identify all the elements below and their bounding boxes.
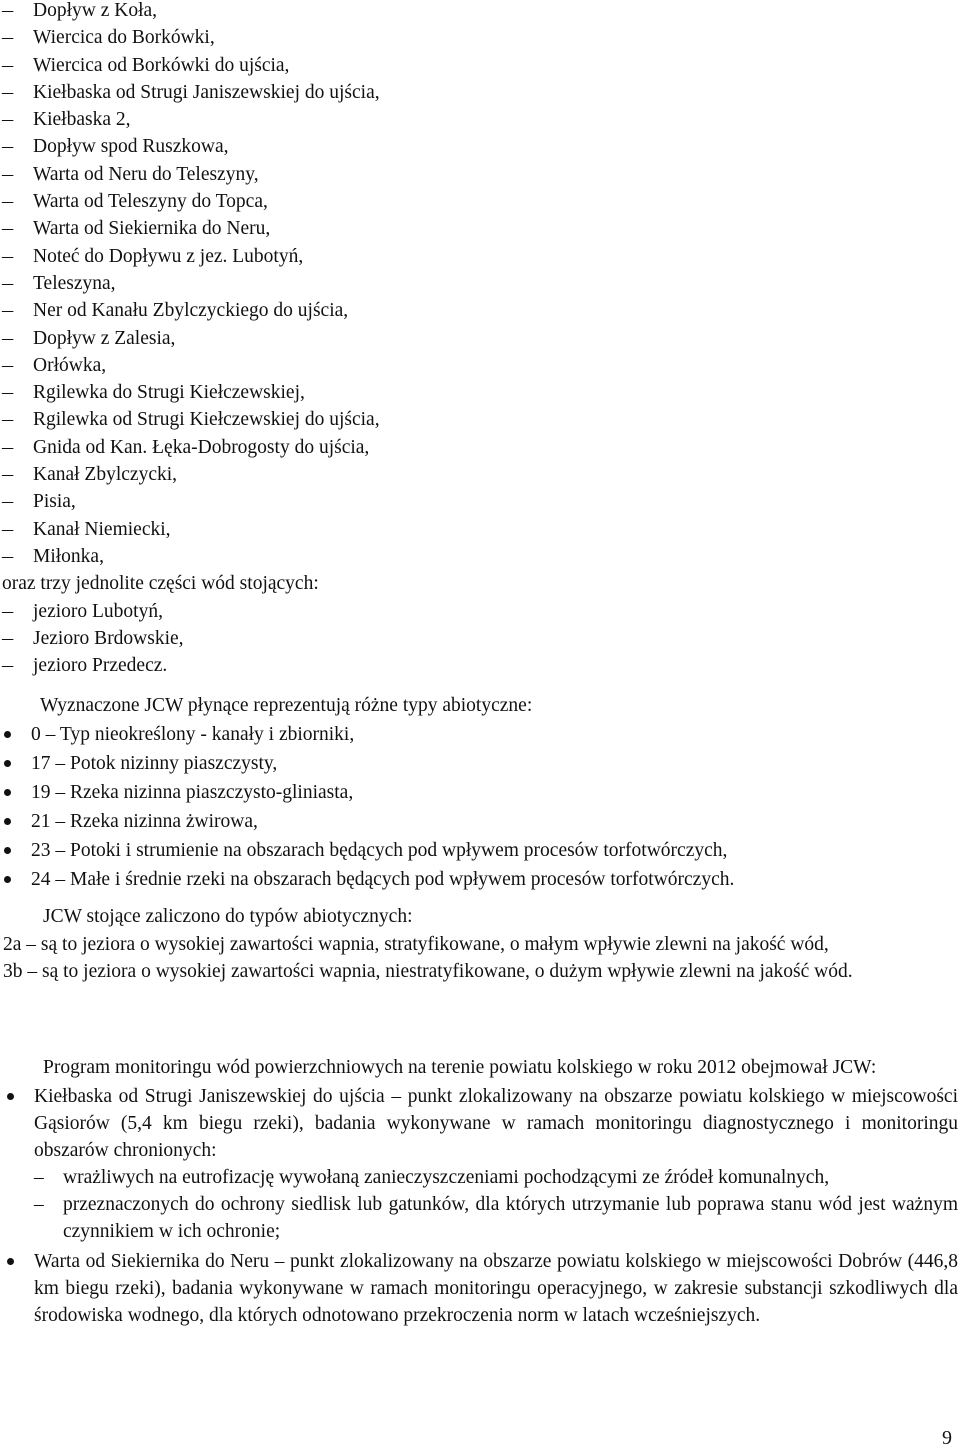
monitoring-item-warta: Warta od Siekiernika do Neru – punkt zlokalizowany na obszarze powiatu kolskiego w miejscowości Dobrów (446,8 km biegu rzeki), badania wykonywane w ramach monitoringu operacyjnego, w zakresie substancji szkodliwych dla środowiska wodnego, dla których odnotowano przekroczenia norm w latach wcześniejszych. bbox=[3, 1248, 958, 1329]
flowing-types-section bbox=[0, 692, 940, 894]
list-item: 21 – Rzeka nizinna żwirowa, bbox=[0, 807, 940, 836]
water-bodies-section bbox=[2, 0, 942, 679]
list-item: 17 – Potok nizinny piaszczysty, bbox=[0, 749, 940, 778]
list-item: – Rgilewka od Strugi Kiełczewskiej do ujścia, bbox=[2, 406, 942, 433]
list-item: – Pisia, bbox=[2, 488, 942, 515]
list-item: – Kanał Niemiecki, bbox=[2, 516, 942, 543]
list-item: – jezioro Lubotyń, bbox=[2, 598, 942, 625]
standing-types-section bbox=[3, 903, 958, 985]
type-3b-paragraph: 3b – są to jeziora o wysokiej zawartości wapnia, niestratyfikowane, o dużym wpływie zlewni na jakość wód. bbox=[3, 961, 853, 982]
monitoring-item-kielbaska: Kiełbaska od Strugi Janiszewskiej do ujścia – punkt zlokalizowany na obszarze powiatu kolskiego w miejscowości Gąsiorów (5,4 km biegu rzeki), badania wykonywane w ramach monitoringu diagnostycznego i monitoringu obszarów chronionych: bbox=[3, 1083, 958, 1164]
list-item: – Teleszyna, bbox=[2, 270, 942, 297]
monitoring-intro bbox=[3, 1054, 958, 1081]
list-item: 24 – Małe i średnie rzeki na obszarach będących pod wpływem procesów torfotwórczych. bbox=[0, 865, 940, 894]
list-item: – Noteć do Dopływu z jez. Lubotyń, bbox=[2, 243, 942, 270]
river-bodies-list bbox=[2, 0, 942, 570]
monitoring-section bbox=[3, 1054, 958, 1329]
list-item: 0 – Typ nieokreślony - kanały i zbiorniki, bbox=[0, 720, 940, 749]
list-item: – Dopływ spod Ruszkowa, bbox=[2, 133, 942, 160]
list-item: – Jezioro Brdowskie, bbox=[2, 625, 942, 652]
list-item: – Ner od Kanału Zbylczyckiego do ujścia, bbox=[2, 297, 942, 324]
list-item: – Gnida od Kan. Łęka-Dobrogosty do ujścia, bbox=[2, 434, 942, 461]
flowing-types-list bbox=[0, 720, 940, 894]
list-item: – Dopływ z Zalesia, bbox=[2, 325, 942, 352]
list-item: 23 – Potoki i strumienie na obszarach będących pod wpływem procesów torfotwórczych, bbox=[0, 836, 940, 865]
list-item: – Kiełbaska od Strugi Janiszewskiej do ujścia, bbox=[2, 79, 942, 106]
list-item: – Rgilewka do Strugi Kiełczewskiej, bbox=[2, 379, 942, 406]
list-item: – Warta od Neru do Teleszyny, bbox=[2, 161, 942, 188]
list-item: 19 – Rzeka nizinna piaszczysto-gliniasta, bbox=[0, 778, 940, 807]
list-item: – Kiełbaska 2, bbox=[2, 106, 942, 133]
standing-types-intro: JCW stojące zaliczono do typów abiotycznych: bbox=[43, 906, 413, 927]
list-item: – jezioro Przedecz. bbox=[2, 652, 942, 679]
type-2a-paragraph: 2a – są to jeziora o wysokiej zawartości wapnia, stratyfikowane, o małym wpływie zlewni na jakość wód, bbox=[3, 934, 829, 955]
list-item: – Kanał Zbylczycki, bbox=[2, 461, 942, 488]
list-item: – Warta od Siekiernika do Neru, bbox=[2, 215, 942, 242]
page-number: 9 bbox=[942, 1427, 952, 1449]
list-item: – Dopływ z Koła, bbox=[2, 0, 942, 24]
lakes-list bbox=[2, 598, 942, 680]
list-item: – Warta od Teleszyny do Topca, bbox=[2, 188, 942, 215]
list-item: – Wiercica do Borkówki, bbox=[2, 24, 942, 51]
monitoring-intro-text: Program monitoringu wód powierzchniowych na terenie powiatu kolskiego w roku 2012 obejmował JCW: bbox=[43, 1057, 877, 1078]
monitoring-subitem: – wrażliwych na eutrofizację wywołaną zanieczyszczeniami pochodzącymi ze źródeł komunalnych, bbox=[3, 1164, 958, 1191]
lakes-intro: oraz trzy jednolite części wód stojących: bbox=[2, 573, 319, 595]
flowing-types-intro: Wyznaczone JCW płynące reprezentują różne typy abiotyczne: bbox=[40, 695, 533, 716]
list-item: – Orłówka, bbox=[2, 352, 942, 379]
list-item: – Miłonka, bbox=[2, 543, 942, 570]
monitoring-subitem: – przeznaczonych do ochrony siedlisk lub gatunków, dla których utrzymanie lub poprawa stanu wód jest ważnym czynnikiem w ich ochronie; bbox=[3, 1191, 958, 1245]
list-item: – Wiercica od Borkówki do ujścia, bbox=[2, 52, 942, 79]
